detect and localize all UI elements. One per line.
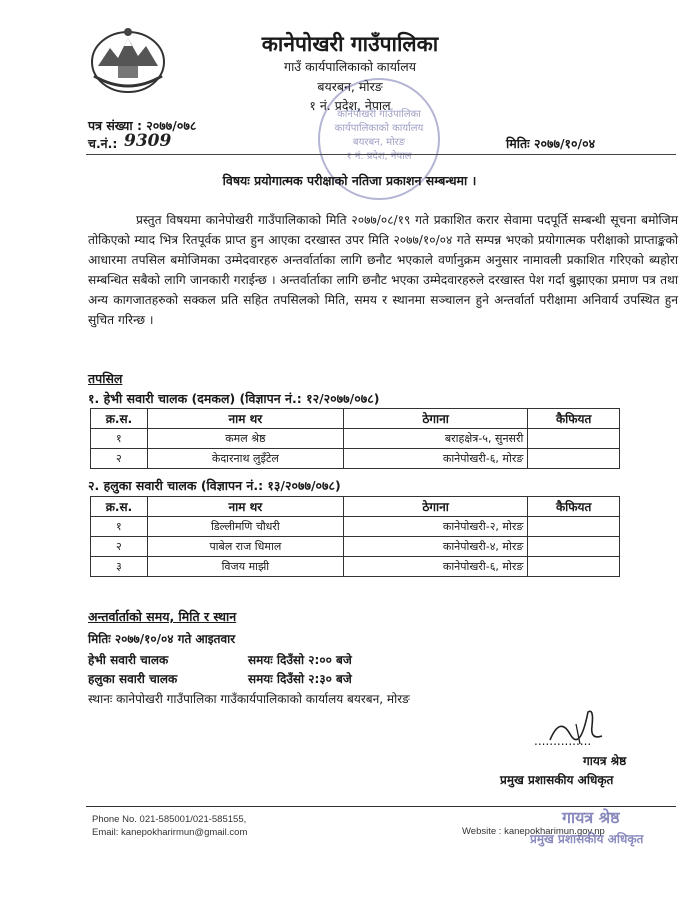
cell-sn: १ bbox=[91, 429, 148, 449]
subject-line: विषयः प्रयोगात्मक परीक्षाको नतिजा प्रकाशन सम्बन्धमा । bbox=[222, 173, 477, 188]
interview-heading: अन्तर्वार्ताको समय, मिति र स्थान bbox=[88, 609, 237, 624]
stamp-line: १ नं. प्रदेश, नेपाल bbox=[346, 151, 412, 162]
section-title-light: २. हलुका सवारी चालक (विज्ञापन नं.: १३/२०७७/०७८) bbox=[88, 478, 341, 493]
col-header-remarks: कैफियत bbox=[528, 409, 620, 429]
cell-name: केदारनाथ लुइँटेल bbox=[147, 449, 343, 469]
cell-remarks bbox=[528, 429, 620, 449]
stamp-line: कानेपोखरी गाउँपालिका bbox=[337, 109, 421, 120]
office-province: १ नं. प्रदेश, नेपाल bbox=[309, 98, 391, 113]
cell-remarks bbox=[528, 517, 620, 537]
tapsil-heading: तपसिल bbox=[88, 371, 123, 386]
col-header-sn: क्र.स. bbox=[91, 409, 148, 429]
heavy-time: समयः दिउँसो २:०० बजे bbox=[248, 653, 352, 667]
heavy-driver-table bbox=[90, 408, 620, 469]
table-header-row bbox=[91, 409, 620, 429]
stamp-line: कार्यपालिकाको कार्यालय bbox=[334, 123, 424, 134]
light-driver-table bbox=[90, 496, 620, 577]
signatory-name: गायत्र श्रेष्ठ bbox=[583, 754, 627, 768]
table-row bbox=[91, 557, 620, 577]
cell-sn: १ bbox=[91, 517, 148, 537]
cell-name: विजय माझी bbox=[147, 557, 343, 577]
table-row bbox=[91, 449, 620, 469]
municipality-title: कानेपोखरी गाउँपालिका bbox=[261, 32, 439, 56]
dispatch-number: 9309 bbox=[124, 131, 172, 151]
cell-name: पाबेल राज धिमाल bbox=[147, 537, 343, 557]
light-time: समयः दिउँसो २:३० बजे bbox=[248, 672, 352, 686]
section-title-heavy: १. हेभी सवारी चालक (दमकल) (विज्ञापन नं.: १२/२०७७/०७८) bbox=[88, 391, 380, 406]
cell-remarks bbox=[528, 449, 620, 469]
table-row bbox=[91, 429, 620, 449]
interview-date: मितिः २०७७/१०/०४ गते आइतवार bbox=[88, 632, 236, 646]
footer-phone: Phone No. 021-585001/021-585155, bbox=[92, 814, 247, 825]
office-name: गाउँ कार्यपालिकाको कार्यालय bbox=[284, 59, 416, 74]
cell-address: कानेपोखरी-२, मोरङ bbox=[343, 517, 527, 537]
table-header-row bbox=[91, 497, 620, 517]
officer-stamp-name: गायत्र श्रेष्ठ bbox=[562, 808, 620, 827]
body-paragraph: प्रस्तुत विषयमा कानेपोखरी गाउँपालिकाको मिति २०७७/०८/१९ गते प्रकाशित करार सेवामा पदपूर्ति सम्बन्धी सूचना बमोजिम तोकिएको म्याद भित्र रितपूर्वक प्राप्त हुन आएका दरखास्त उपर मिति २०७७/१०/०४ गते सम्पन्न भएको प्रयोगात्मक परीक्षाको प्राप्ताङ्कको आधारमा तपसिल बमोजिमका उम्मेदवारहरु अन्तर्वार्ताका लागि छनौट भएकाले वर्णानुक्रम अनुसार नामावली प्रकाशित गरिएको ब्यहोरा सम्बन्धित सबैको लागि जानकारी गराईन्छ । अन्तर्वार्ताका लागि छनौट भएका उम्मेदवारहरुले दरखास्त पेश गर्दा बुझाएका प्रमाण पत्र तथा अन्य कागजातहरुको सक्कल प्रति सहित तपसिलको मिति, समय र स्थानमा सञ्चालन हुने अन्तर्वार्ता परीक्षामा अनिवार्य उपस्थित हुन सुचित गरिन्छ । bbox=[88, 213, 678, 327]
cell-remarks bbox=[528, 557, 620, 577]
cell-address: बराहक्षेत्र-५, सुनसरी bbox=[343, 429, 527, 449]
col-header-name: नाम थर bbox=[147, 497, 343, 517]
cell-address: कानेपोखरी-४, मोरङ bbox=[343, 537, 527, 557]
table-row bbox=[91, 517, 620, 537]
col-header-address: ठेगाना bbox=[343, 409, 527, 429]
header-divider bbox=[86, 154, 676, 155]
signatory-designation: प्रमुख प्रशासकीय अधिकृत bbox=[500, 773, 614, 787]
col-header-remarks: कैफियत bbox=[528, 497, 620, 517]
heavy-label: हेभी सवारी चालक bbox=[88, 653, 169, 667]
light-label: हलुका सवारी चालक bbox=[88, 672, 178, 686]
cell-sn: २ bbox=[91, 537, 148, 557]
cell-remarks bbox=[528, 537, 620, 557]
cell-address: कानेपोखरी-६, मोरङ bbox=[343, 557, 527, 577]
col-header-address: ठेगाना bbox=[343, 497, 527, 517]
footer-website: Website : kanepokharimun.gov.np bbox=[462, 826, 605, 837]
cell-address: कानेपोखरी-६, मोरङ bbox=[343, 449, 527, 469]
cell-sn: २ bbox=[91, 449, 148, 469]
footer-email: Email: kanepokharirmun@gmail.com bbox=[92, 827, 248, 838]
col-header-sn: क्र.स. bbox=[91, 497, 148, 517]
dispatch-label: च.नं.: bbox=[88, 136, 118, 151]
office-address: बयरबन, मोरङ bbox=[317, 79, 383, 94]
table-row bbox=[91, 537, 620, 557]
officer-stamp-designation: प्रमुख प्रशासकीय अधिकृत bbox=[530, 832, 644, 846]
letter-date: मितिः २०७७/१०/०४ bbox=[506, 136, 596, 151]
letter-number: पत्र संख्या : २०७७/०७८ bbox=[88, 118, 197, 133]
col-header-name: नाम थर bbox=[147, 409, 343, 429]
signature-dots: ............... bbox=[534, 734, 592, 748]
cell-sn: ३ bbox=[91, 557, 148, 577]
cell-name: डिल्लीमणि चौधरी bbox=[147, 517, 343, 537]
interview-venue: स्थानः कानेपोखरी गाउँपालिका गाउँकार्यपालिकाको कार्यालय बयरबन, मोरङ bbox=[88, 692, 410, 706]
cell-name: कमल श्रेष्ठ bbox=[147, 429, 343, 449]
stamp-line: बयरबन, मोरङ bbox=[352, 137, 406, 148]
